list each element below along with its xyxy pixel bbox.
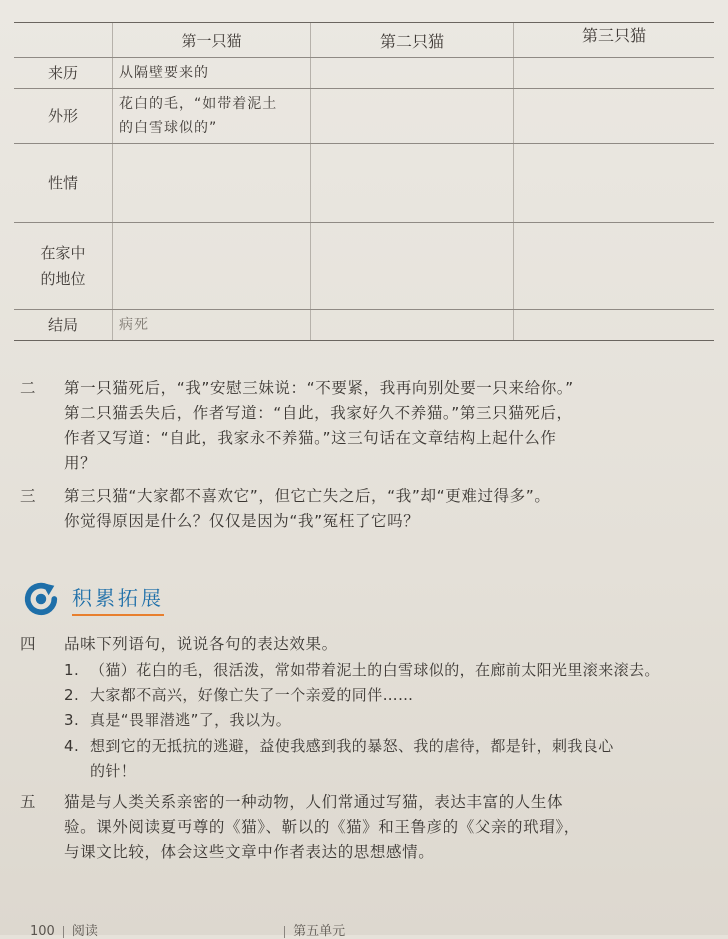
table-row <box>14 310 714 341</box>
table-header-cat2: 第二只猫 <box>311 23 514 58</box>
table-cell <box>113 89 311 144</box>
question-line: 第一只猫死后，“我”安慰三妹说：“不要紧，我再向别处要一只来给你。” <box>64 379 574 397</box>
question-5 <box>20 790 719 865</box>
question-number: 三 <box>20 487 37 505</box>
circular-arrow-icon <box>22 580 60 618</box>
row-label <box>14 223 113 310</box>
table-header-cat1: 第一只猫 <box>113 23 311 58</box>
table-cell <box>311 89 514 144</box>
question-number: 四 <box>20 635 37 653</box>
table-cell <box>514 58 715 89</box>
table-cell <box>113 223 311 310</box>
question-2 <box>20 376 719 476</box>
table-row <box>14 144 714 223</box>
row-label: 来历 <box>14 58 113 89</box>
question-number: 五 <box>20 793 37 811</box>
question-prompt: 品味下列语句，说说各句的表达效果。 <box>64 635 338 653</box>
table-row <box>14 89 714 144</box>
question-line: 第三只猫“大家都不喜欢它”，但它亡失之后，“我”却“更难过得多”。 <box>64 487 551 505</box>
question-line: 与课文比较，体会这些文章中作者表达的思想感情。 <box>64 843 435 861</box>
list-item <box>64 658 660 683</box>
row-label-line: 的地位 <box>40 270 86 288</box>
list-item <box>64 683 413 708</box>
row-label: 外形 <box>14 89 113 144</box>
question-line: 猫是与人类关系亲密的一种动物，人们常通过写猫，表达丰富的人生体 <box>64 793 564 811</box>
question-body <box>64 484 719 534</box>
section-title: 积累拓展 <box>72 582 164 616</box>
footer-divider <box>63 926 64 938</box>
question-body <box>64 790 719 865</box>
page-footer <box>30 920 345 939</box>
question-number: 二 <box>20 379 37 397</box>
table-cell <box>514 223 715 310</box>
question-line: 你觉得原因是什么？仅仅是因为“我”冤枉了它吗？ <box>64 512 420 530</box>
table-cell <box>514 144 715 223</box>
cell-line: 花白的毛，“如带着泥土 <box>119 96 278 112</box>
table-cell <box>311 144 514 223</box>
row-label: 结局 <box>14 310 113 341</box>
item-number: 2. <box>64 686 80 704</box>
table-cell <box>311 310 514 341</box>
question-line: 第二只猫丢失后，作者写道：“自此，我家好久不养猫。”第三只猫死后， <box>64 404 573 422</box>
table-cell <box>113 144 311 223</box>
footer-unit: 第五单元 <box>293 924 346 939</box>
table-row <box>14 58 714 89</box>
item-text: 真是“畏罪潜逃”了，我以为。 <box>90 711 292 729</box>
table-header-empty <box>14 23 113 58</box>
comparison-table <box>14 22 714 341</box>
row-label-line: 在家中 <box>40 244 86 262</box>
question-line: 验。课外阅读夏丏尊的《猫》、靳以的《猫》和王鲁彦的《父亲的玳瑁》， <box>64 818 580 836</box>
footer-divider <box>284 926 285 938</box>
table-cell <box>514 310 715 341</box>
list-item <box>64 708 291 733</box>
cell-line: 的白雪球似的” <box>119 120 218 136</box>
table-cell <box>311 223 514 310</box>
item-text: 想到它的无抵抗的逃避，益使我感到我的暴怒、我的虐待，都是针，刺我良心 <box>90 737 614 755</box>
table-cell: 从隔壁要来的 <box>113 58 311 89</box>
table-row <box>14 223 714 310</box>
item-text: （猫）花白的毛，很活泼，常如带着泥土的白雪球似的，在廊前太阳光里滚来滚去。 <box>90 661 660 679</box>
item-text: 大家都不高兴，好像亡失了一个亲爱的同伴…… <box>90 686 414 704</box>
question-3 <box>20 484 719 534</box>
table-header-row <box>14 23 714 58</box>
list-item <box>64 734 614 784</box>
item-number: 1. <box>64 661 80 679</box>
table-cell: 病死 <box>113 310 311 341</box>
item-number: 4. <box>64 737 80 755</box>
question-line: 用？ <box>64 454 97 472</box>
item-number: 3. <box>64 711 80 729</box>
footer-section: 阅读 <box>71 924 98 939</box>
item-text-continued: 的针！ <box>90 762 137 780</box>
question-line: 作者又写道：“自此，我家永不养猫。”这三句话在文章结构上起什么作 <box>64 429 557 447</box>
row-label: 性情 <box>14 144 113 223</box>
page-number: 100 <box>30 924 55 939</box>
question-body <box>64 376 719 476</box>
table-header-cat3: 第三只猫 <box>514 23 715 58</box>
table-cell <box>311 58 514 89</box>
table-cell <box>514 89 715 144</box>
question-4 <box>20 632 719 657</box>
